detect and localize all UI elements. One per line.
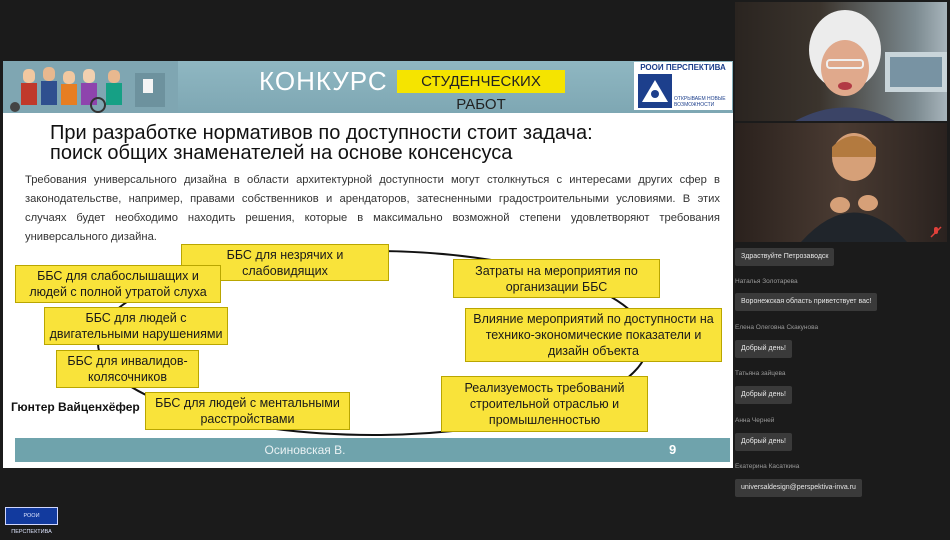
banner-title: КОНКУРС <box>259 66 388 96</box>
chat-message: Здраствуйте Петрозаводск <box>735 248 834 266</box>
logo-text: РООИ ПЕРСПЕКТИВА <box>640 63 726 72</box>
speaker-video-icon <box>735 2 947 121</box>
logo-subtitle: ОТКРЫВАЕМ НОВЫЕ ВОЗМОЖНОСТИ <box>674 96 726 108</box>
chat-sender: Анна Черней <box>735 417 775 424</box>
banner-tag: СТУДЕНЧЕСКИХ РАБОТ <box>397 70 565 93</box>
box-wheelchair: ББС для инвалидов-колясочников <box>56 350 199 388</box>
footer-presenter: Осиновская В. <box>264 443 346 457</box>
chat-message: Добрый день! <box>735 386 792 404</box>
slide-title-line2: поиск общих знаменателей на основе консенсуса <box>50 142 513 164</box>
chat-message: universaldesign@perspektiva-inva.ru <box>735 479 862 497</box>
chat-message: Добрый день! <box>735 433 792 451</box>
box-blind: ББС для незрячих и слабовидящих <box>181 244 389 281</box>
chat-message: Воронежская область приветствует вас! <box>735 293 877 311</box>
video-tile-interpreter[interactable] <box>735 123 947 242</box>
mic-muted-icon <box>929 226 943 238</box>
presentation-slide <box>3 61 733 468</box>
box-costs: Затраты на мероприятия по организации ББС <box>453 259 660 298</box>
video-tile-speaker[interactable] <box>735 2 947 121</box>
author-name: Гюнтер Вайценхёфер <box>11 400 140 414</box>
slide-title-line1: При разработке нормативов по доступности стоит задача: <box>50 122 593 144</box>
chat-sender: Татьяна зайцева <box>735 370 786 377</box>
chat-sender: Наталья Золотарева <box>735 278 798 285</box>
box-mental: ББС для людей с ментальными расстройствами <box>145 392 350 430</box>
box-motor: ББС для людей с двигательными нарушениями <box>44 307 228 345</box>
slide-number: 9 <box>669 442 677 457</box>
chat-sender: Елена Олеговна Скакунова <box>735 324 819 331</box>
slide-footer <box>15 438 730 462</box>
box-deaf: ББС для слабослышащих и людей с полной утратой слуха <box>15 265 221 303</box>
box-feasibility: Реализуемость требований строительной отраслью и промышленностью <box>441 376 648 432</box>
chat-sender: Екатерина Касаткина <box>735 463 800 470</box>
bottom-logo[interactable]: РООИ ПЕРСПЕКТИВА <box>5 507 58 525</box>
interpreter-video-icon <box>735 123 947 242</box>
slide-body-text: Требования универсального дизайна в области архитектурной доступности могут столкнуться с интересами других сфер в законодательстве, например, правами собственников и арендаторов, затесненными градостроительными условиями. В этих случаях будет необходимо находить решения, которые в максимально возможной степени удовлетворяют требования универсального дизайна. <box>25 174 720 243</box>
chat-message: Добрый день! <box>735 340 792 358</box>
box-influence: Влияние мероприятий по доступности на технико-экономические показатели и дизайн объекта <box>465 308 722 362</box>
